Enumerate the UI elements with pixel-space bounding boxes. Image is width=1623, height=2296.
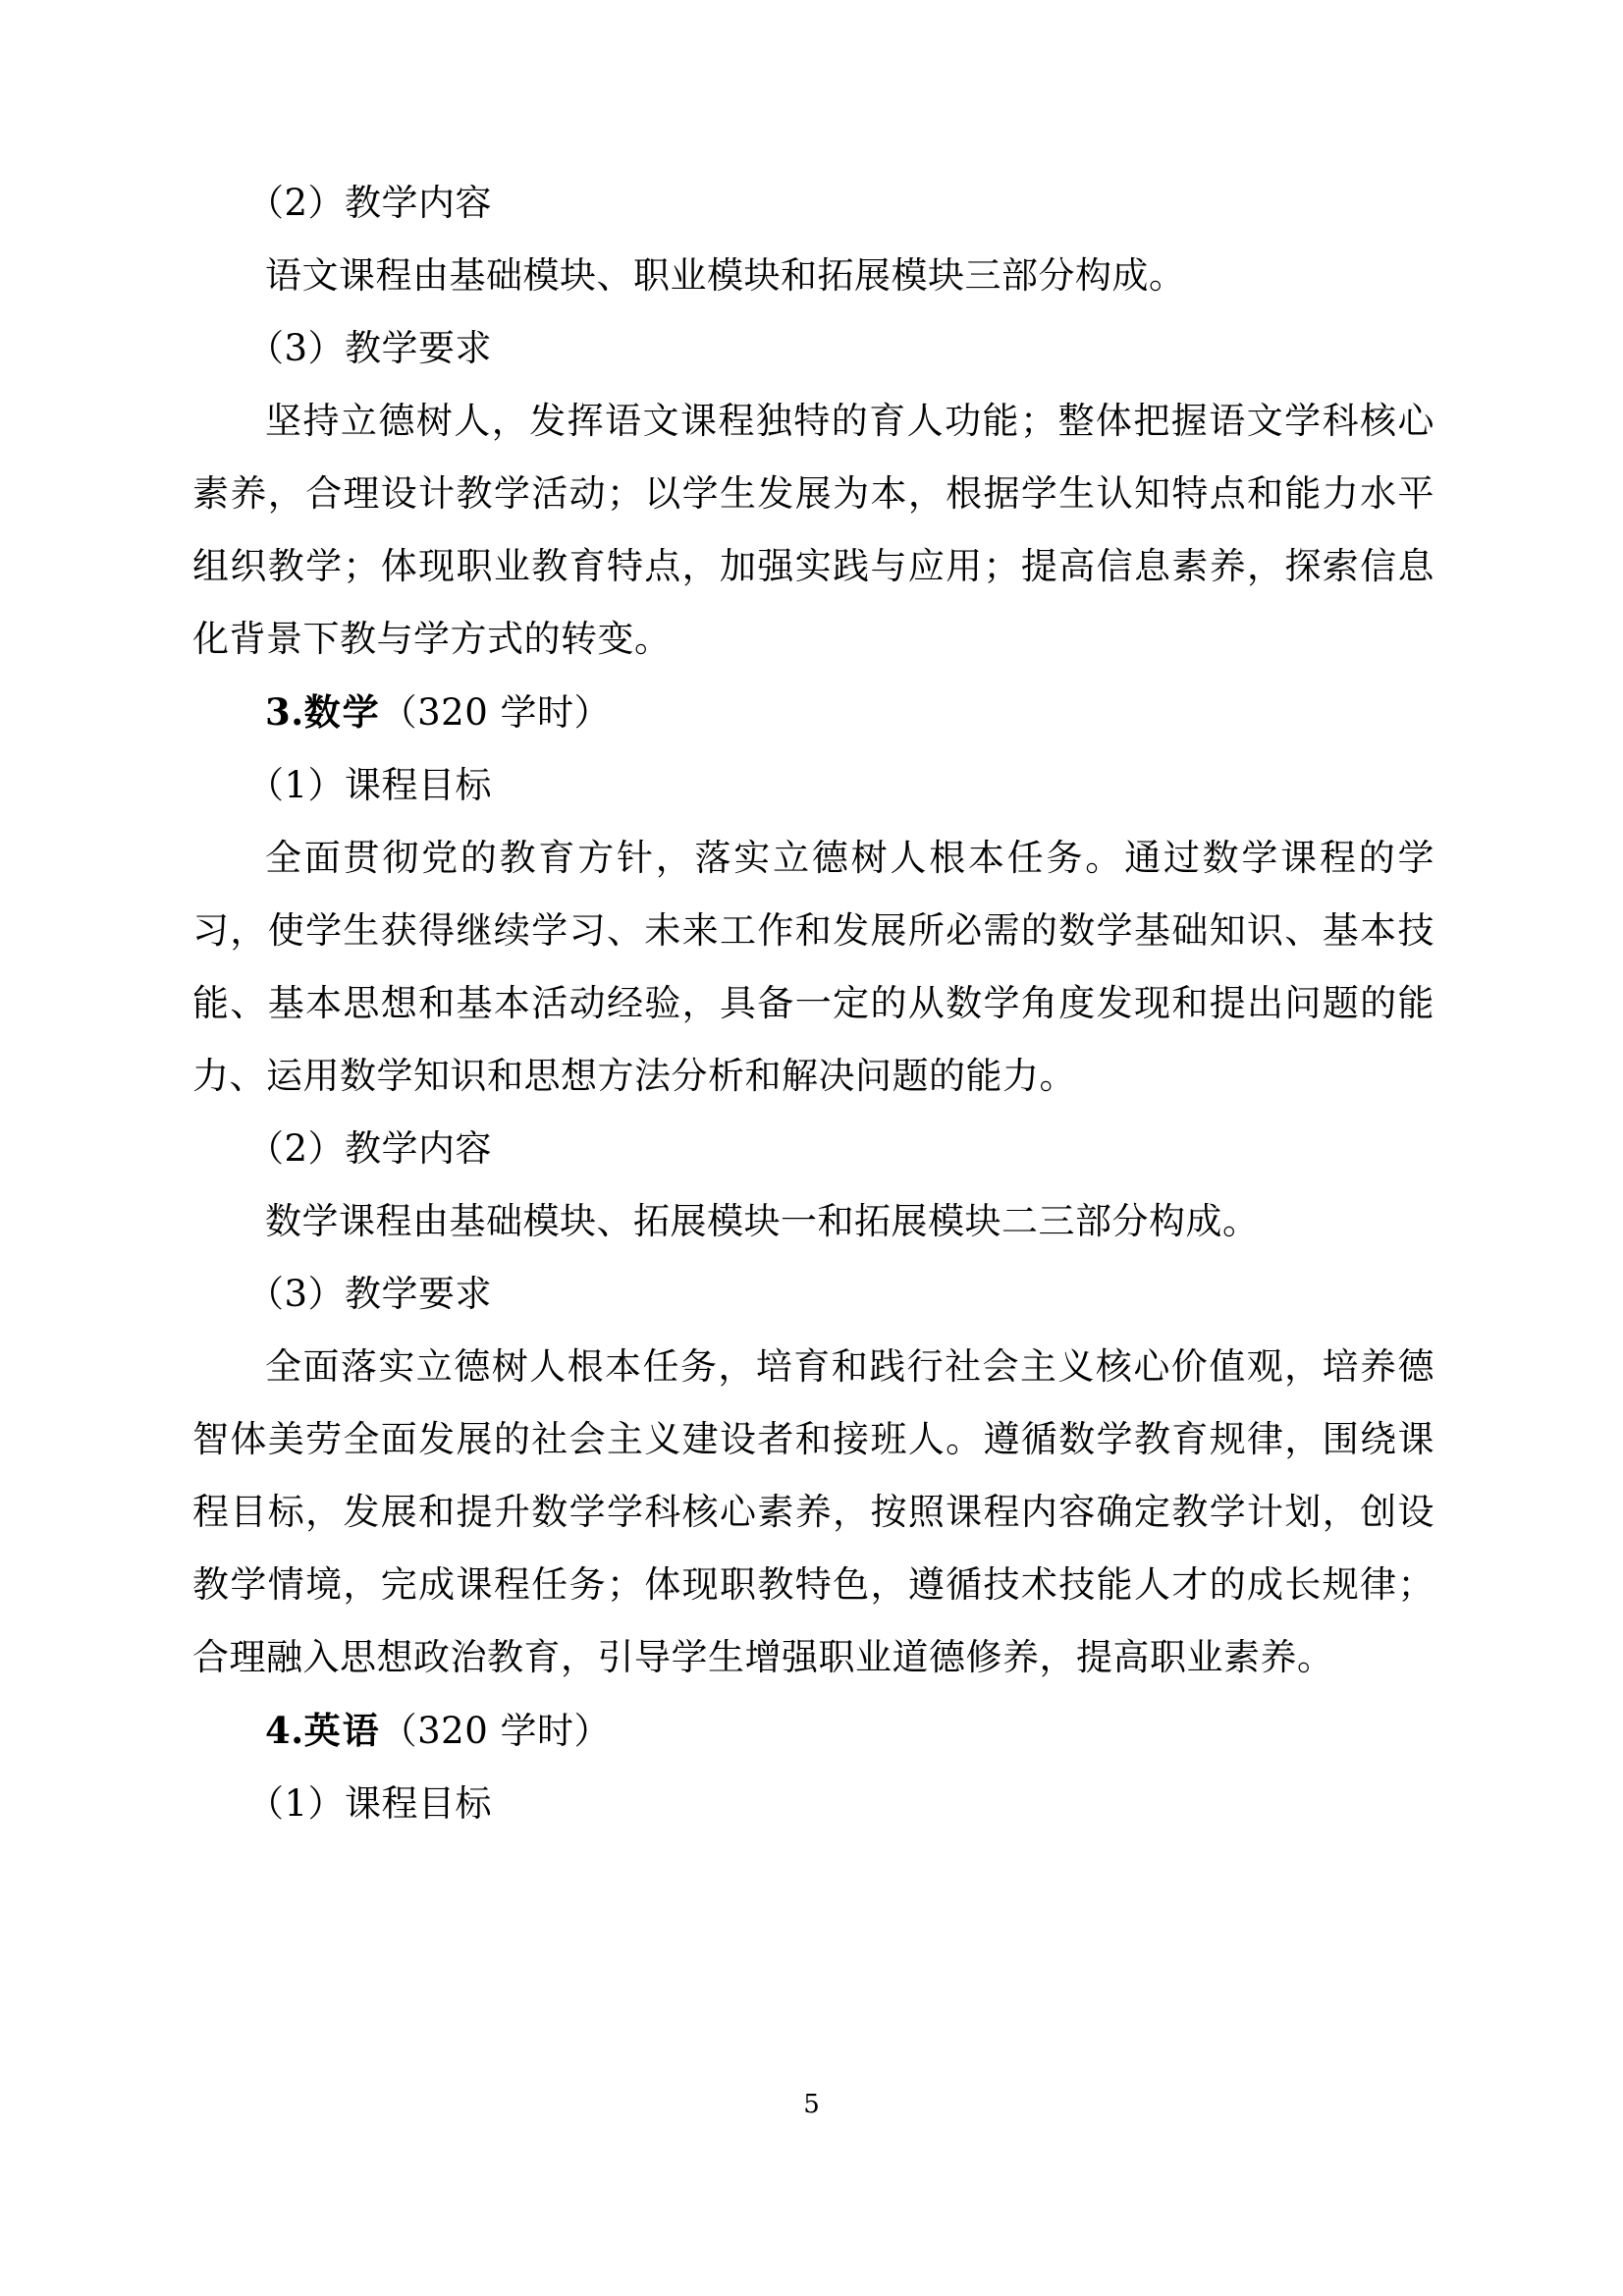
paragraph: 语文课程由基础模块、职业模块和拓展模块三部分构成。 [265,254,1186,297]
paragraph: （2）教学内容 [247,182,493,224]
section-heading-math [192,676,1434,749]
paragraph: 全面贯彻党的教育方针，落实立德树人根本任务。通过数学课程的学习，使学生获得继续学习、未来工作和发展所必需的数学基础知识、基本技能、基本思想和基本活动经验，具备一定的从数学角度发现和提出问题的能力、运用数学知识和思想方法分析和解决问题的能力。 [192,837,1434,1097]
page-body [192,167,1434,1840]
paragraph: （2）教学内容 [247,1127,493,1170]
paragraph: 全面落实立德树人根本任务，培育和践行社会主义核心价值观，培养德智体美劳全面发展的社会主义建设者和接班人。遵循数学教育规律，围绕课程目标，发展和提升数学学科核心素养，按照课程内容确定教学计划，创设教学情境，完成课程任务；体现职教特色，遵循技术技能人才的成长规律；合理融入思想政治教育，引导学生增强职业道德修养，提高职业素养。 [192,1345,1434,1678]
section-title: 数学 [303,690,381,734]
section-title: 英语 [303,1709,381,1752]
paragraph: （3）教学要求 [247,1273,493,1315]
paragraph: （1）课程目标 [247,1782,493,1825]
page-number: 5 [803,2090,820,2119]
section-heading-english [192,1694,1434,1768]
paragraph: 数学课程由基础模块、拓展模块一和拓展模块二三部分构成。 [265,1200,1260,1242]
paragraph: （3）教学要求 [247,327,493,369]
paragraph: （1）课程目标 [247,764,493,806]
paragraph: 坚持立德树人，发挥语文课程独特的育人功能；整体把握语文学科核心素养，合理设计教学活动；以学生发展为本，根据学生认知特点和能力水平组织教学；体现职业教育特点，加强实践与应用；提高信息素养，探索信息化背景下教与学方式的转变。 [192,400,1434,660]
section-number: 3. [265,690,304,734]
section-hours: （320 学时） [380,691,612,734]
section-hours: （320 学时） [380,1710,612,1752]
section-number: 4. [265,1709,304,1752]
